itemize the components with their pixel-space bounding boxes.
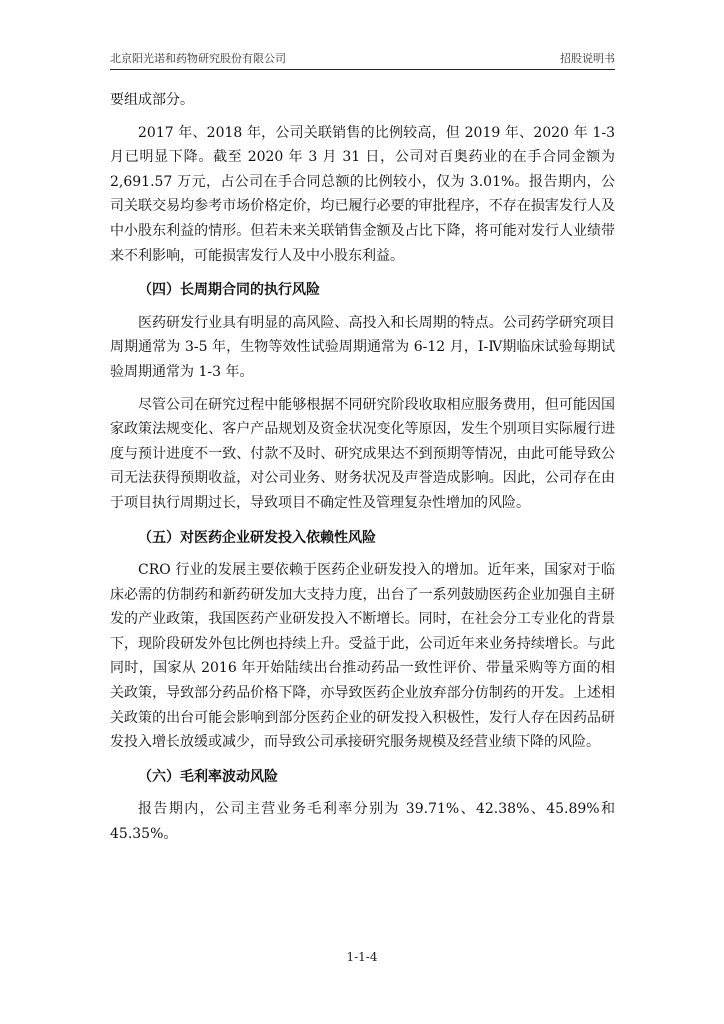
header-document-type: 招股说明书: [560, 52, 615, 65]
paragraph-continuation: 要组成部分。: [110, 92, 194, 108]
header-company-name: 北京阳光诺和药物研究股份有限公司: [110, 52, 286, 65]
page-header: [110, 51, 615, 70]
paragraph-gross-margin: 报告期内，公司主营业务毛利率分别为 39.71%、42.38%、45.89%和 45.35%。: [110, 801, 615, 843]
paragraph-cro-industry: CRO 行业的发展主要依赖于医药企业研发投入的增加。近年来，国家对于临床必需的仿制药和新药研发加大支持力度，出台了一系列鼓励医药企业加强自主研发的产业政策，我国医药产业研发投入不断增长。同时，在社会分工专业化的背景下，现阶段研发外包比例也持续上升。受益于此，公司近年来业务持续增长。与此同时，国家从 2016 年开始陆续出台推动药品一致性评价、带量采购等方面的相关政策，导致部分药品价格下降，亦导致医药企业放弃部分仿制药的开发。上述相关政策的出台可能会影响到部分医药企业的研发投入积极性，发行人存在因药品研发投入增长放缓或减少，而导致公司承接研究服务规模及经营业绩下降的风险。: [110, 562, 615, 751]
section-heading-long-cycle-contract-risk: （四）长周期合同的执行风险: [138, 282, 320, 299]
paragraph-project-execution: 尽管公司在研究过程中能够根据不同研究阶段收取相应服务费用，但可能因国家政策法规变化、客户产品规划及资金状况变化等原因，发生个别项目实际履行进度与预计进度不一致、付款不及时、研究成果达不到预期等情况，由此可能导致公司无法获得预期收益，对公司业务、财务状况及声誉造成影响。因此，公司存在由于项目执行周期过长，导致项目不确定性及管理复杂性增加的风险。: [110, 396, 615, 511]
document-body: [110, 88, 615, 847]
section-heading-gross-margin-risk: （六）毛利率波动风险: [138, 768, 278, 785]
paragraph-related-sales: 2017 年、2018 年，公司关联销售的比例较高，但 2019 年、2020 年 1-3 月已明显下降。截至 2020 年 3 月 31 日，公司对百奥药业的在手合同金额为 2,691.57 万元，占公司在手合同总额的比例较小，仅为 3.01%。报告期内，公司关联交易均参考市场价格定价，均已履行必要的审批程序，不存在损害发行人及中小股东利益的情形。但若未来关联销售金额及占比下降，将可能对发行人业绩带来不利影响，可能损害发行人及中小股东利益。: [110, 124, 615, 264]
page-number: 1-1-4: [346, 950, 378, 964]
paragraph-rnd-industry-cycle: 医药研发行业具有明显的高风险、高投入和长周期的特点。公司药学研究项目周期通常为 3-5 年，生物等效性试验周期通常为 6-12 月，Ⅰ-Ⅳ期临床试验每期试验周期通常为 1-3 年。: [110, 314, 615, 380]
section-heading-rnd-investment-dependency: （五）对医药企业研发投入依赖性风险: [138, 529, 376, 546]
